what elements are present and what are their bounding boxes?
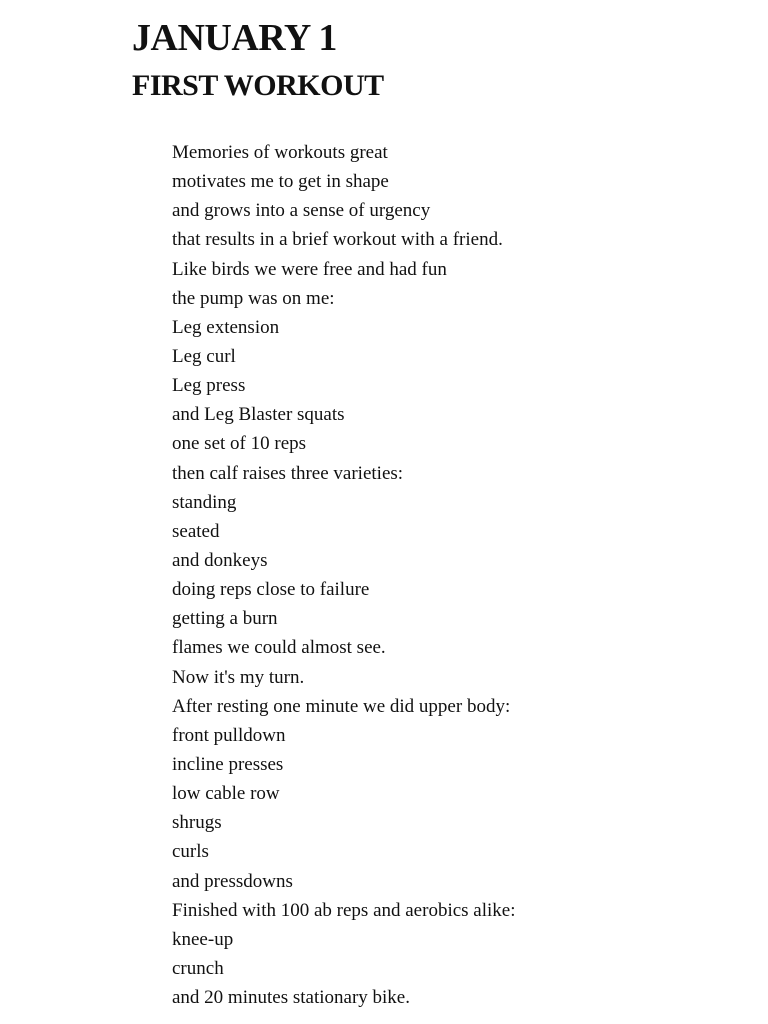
poem-line: and donkeys <box>172 549 268 571</box>
poem-line: that results in a brief workout with a friend. <box>172 229 503 251</box>
poem-line: the pump was on me: <box>172 287 335 309</box>
poem-line: and grows into a sense of urgency <box>172 200 431 222</box>
poem-line: standing <box>172 491 237 513</box>
poem-line: and 20 minutes stationary bike. <box>172 987 410 1009</box>
poem-line: Like birds we were free and had fun <box>172 258 447 280</box>
poem-line: Leg extension <box>172 316 280 338</box>
poem-line: Now it's my turn. <box>172 666 305 688</box>
poem-line: then calf raises three varieties: <box>172 462 404 484</box>
poem-line: Leg curl <box>172 345 236 367</box>
poem-line: front pulldown <box>172 724 286 746</box>
poem-line: low cable row <box>172 783 280 805</box>
poem-line: shrugs <box>172 812 222 834</box>
page-subtitle: FIRST WORKOUT <box>132 69 384 102</box>
poem-line: getting a burn <box>172 608 278 630</box>
poem-line: and Leg Blaster squats <box>172 404 345 426</box>
poem-line: motivates me to get in shape <box>172 171 389 193</box>
poem-line: incline presses <box>172 753 284 775</box>
poem-line: seated <box>172 520 220 542</box>
poem-line: After resting one minute we did upper body: <box>172 695 511 717</box>
poem-line: knee-up <box>172 928 234 950</box>
poem-line: crunch <box>172 957 224 979</box>
poem-line: flames we could almost see. <box>172 637 386 659</box>
poem-line: one set of 10 reps <box>172 433 307 455</box>
poem-line: Memories of workouts great <box>172 142 388 163</box>
poem-line: doing reps close to failure <box>172 579 370 601</box>
poem-line: Finished with 100 ab reps and aerobics alike: <box>172 899 516 921</box>
poem-line: curls <box>172 841 209 863</box>
page-title: JANUARY 1 <box>132 17 337 59</box>
poem-line: and pressdowns <box>172 870 293 892</box>
poem-line: Leg press <box>172 375 246 397</box>
poem-body <box>172 138 516 1012</box>
